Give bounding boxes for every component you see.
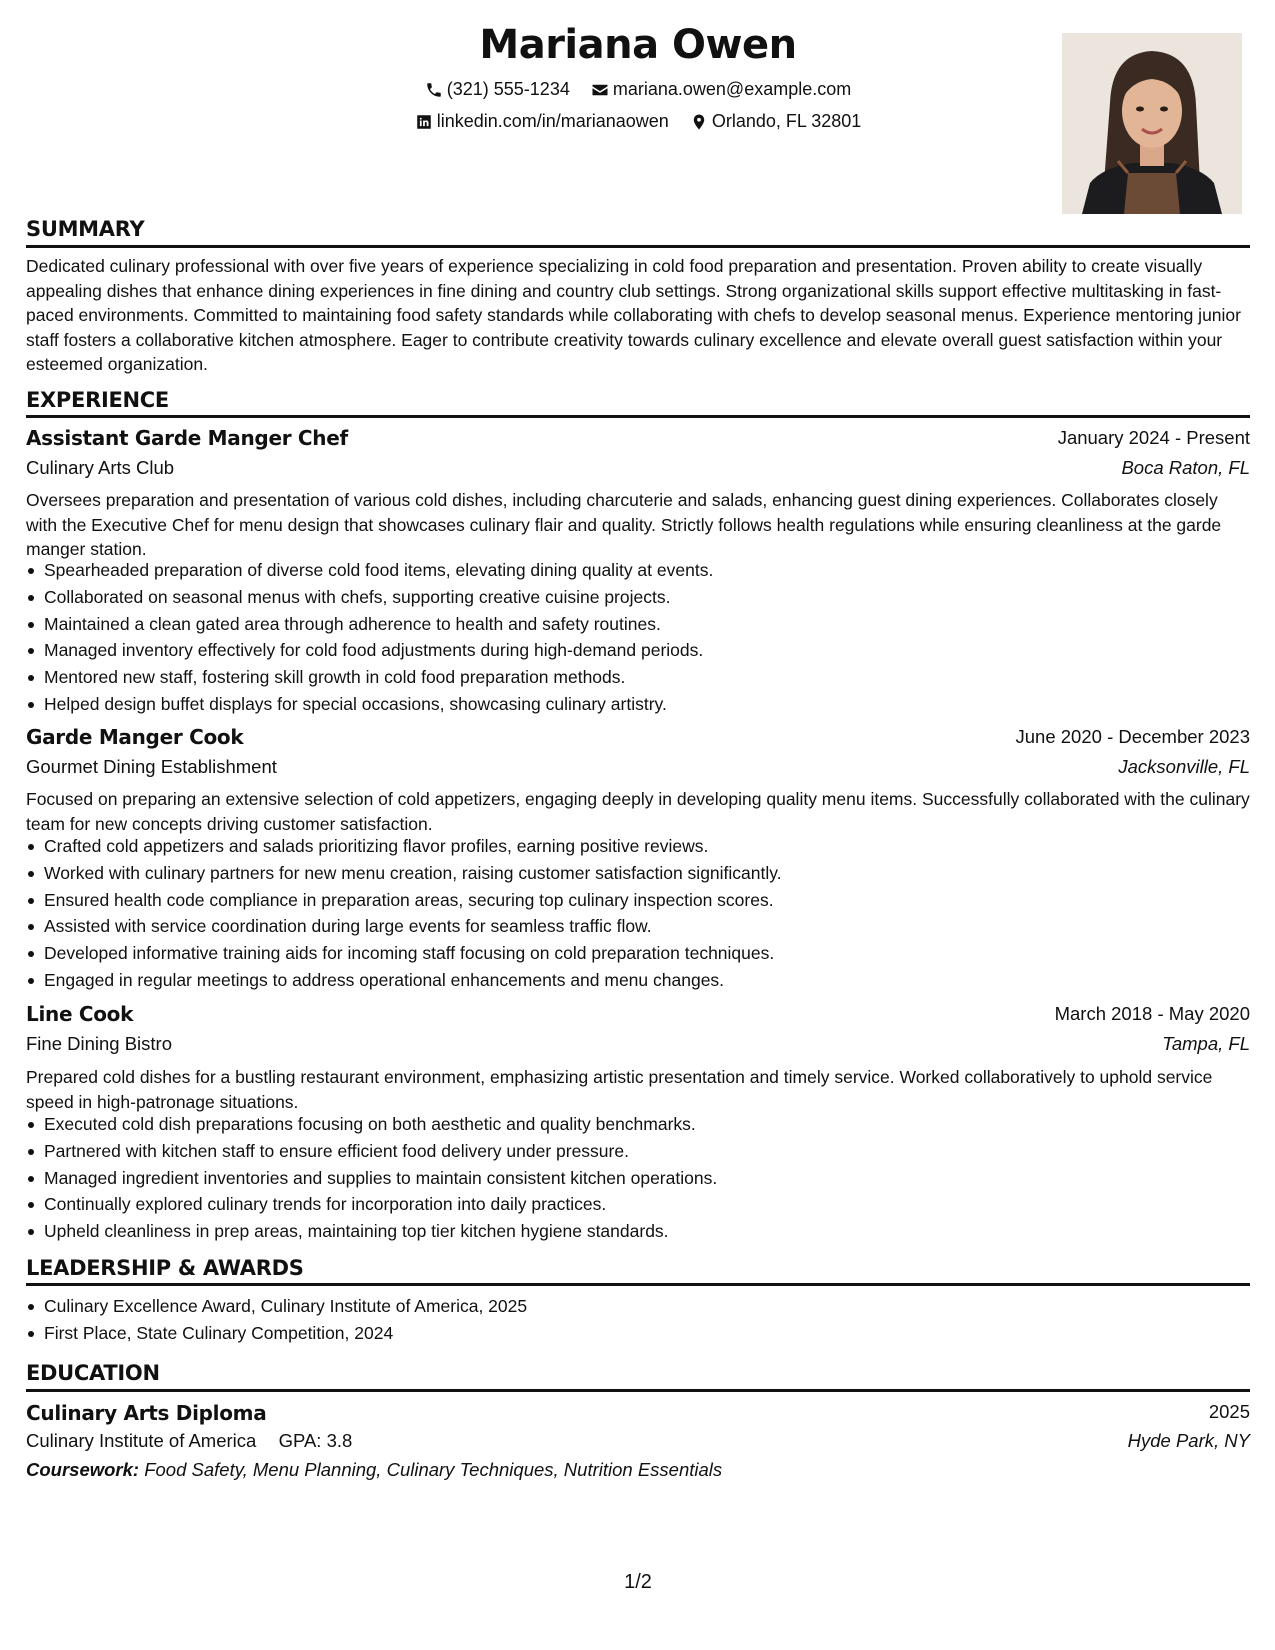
location-text: Orlando, FL 32801 bbox=[711, 111, 862, 131]
job-title: Line Cook bbox=[26, 1002, 134, 1026]
list-item: Crafted cold appetizers and salads prioritizing flavor profiles, earning positive reviews. bbox=[44, 833, 1268, 860]
section-title-summary: SUMMARY bbox=[26, 217, 145, 241]
list-item: Developed informative training aids for incoming staff focusing on cold preparation techniques. bbox=[44, 940, 1268, 967]
phone-icon bbox=[425, 81, 443, 99]
gpa-text: GPA: 3.8 bbox=[278, 1430, 353, 1451]
candidate-name: Mariana Owen bbox=[479, 22, 797, 68]
job-title: Assistant Garde Manger Chef bbox=[26, 426, 348, 450]
list-item: Culinary Excellence Award, Culinary Institute of America, 2025 bbox=[44, 1293, 1268, 1320]
list-item: Partnered with kitchen staff to ensure efficient food delivery under pressure. bbox=[44, 1138, 1268, 1165]
list-item: Upheld cleanliness in prep areas, maintaining top tier kitchen hygiene standards. bbox=[44, 1218, 1268, 1245]
contact-email[interactable] bbox=[591, 79, 851, 100]
job-company: Culinary Arts Club bbox=[26, 457, 175, 478]
job-bullets bbox=[26, 833, 1268, 994]
portrait-illustration bbox=[1062, 33, 1242, 214]
list-item: Engaged in regular meetings to address operational enhancements and menu changes. bbox=[44, 967, 1268, 994]
job-bullets bbox=[26, 1111, 1268, 1245]
contact-linkedin[interactable] bbox=[415, 111, 669, 132]
education-location: Hyde Park, NY bbox=[1127, 1430, 1250, 1451]
job-location: Jacksonville, FL bbox=[1118, 756, 1250, 777]
job-description: Prepared cold dishes for a bustling restaurant environment, emphasizing artistic presentation and timely service. Worked collaboratively to uphold service speed in high-patronage situations. bbox=[26, 1067, 1213, 1112]
contact-phone bbox=[425, 79, 570, 100]
section-divider bbox=[26, 1283, 1250, 1286]
list-item: Mentored new staff, fostering skill growth in cold food preparation methods. bbox=[44, 664, 1268, 691]
education-school-line bbox=[26, 1430, 352, 1452]
coursework-text: Food Safety, Menu Planning, Culinary Techniques, Nutrition Essentials bbox=[144, 1459, 723, 1480]
job-description: Oversees preparation and presentation of various cold dishes, including charcuterie and salads, enhancing guest dining experiences. Collaborates closely with the Executive Chef for menu design that showcases culinary flair and quality. Strictly follows health regulations while ensuring cleanliness at the garde manger station. bbox=[26, 490, 1222, 559]
linkedin-icon bbox=[415, 113, 433, 131]
list-item: Ensured health code compliance in preparation areas, securing top culinary inspection scores. bbox=[44, 887, 1268, 914]
linkedin-link[interactable]: linkedin.com/in/marianaowen bbox=[436, 111, 669, 131]
list-item: Maintained a clean gated area through adherence to health and safety routines. bbox=[44, 611, 1268, 638]
section-title-education: EDUCATION bbox=[26, 1361, 160, 1385]
coursework-line bbox=[26, 1459, 722, 1481]
page-number: 1/2 bbox=[624, 1571, 652, 1593]
list-item: Continually explored culinary trends for incorporation into daily practices. bbox=[44, 1191, 1268, 1218]
job-company: Fine Dining Bistro bbox=[26, 1033, 173, 1054]
degree-title: Culinary Arts Diploma bbox=[26, 1401, 267, 1425]
school-name: Culinary Institute of America bbox=[26, 1430, 257, 1451]
list-item: Spearheaded preparation of diverse cold food items, elevating dining quality at events. bbox=[44, 557, 1268, 584]
job-location: Tampa, FL bbox=[1162, 1033, 1250, 1054]
phone-text: (321) 555-1234 bbox=[446, 79, 570, 99]
list-item: Worked with culinary partners for new menu creation, raising customer satisfaction significantly. bbox=[44, 860, 1268, 887]
contact-location bbox=[690, 111, 861, 132]
section-title-awards: LEADERSHIP & AWARDS bbox=[26, 1256, 304, 1280]
job-company: Gourmet Dining Establishment bbox=[26, 756, 277, 777]
envelope-icon bbox=[591, 81, 609, 99]
list-item: Managed inventory effectively for cold food adjustments during high-demand periods. bbox=[44, 637, 1268, 664]
resume-header bbox=[26, 22, 1250, 212]
section-divider bbox=[26, 245, 1250, 248]
profile-photo bbox=[1062, 33, 1242, 214]
list-item: Collaborated on seasonal menus with chefs, supporting creative cuisine projects. bbox=[44, 584, 1268, 611]
job-title: Garde Manger Cook bbox=[26, 725, 244, 749]
job-dates: March 2018 - May 2020 bbox=[1054, 1003, 1250, 1024]
list-item: Managed ingredient inventories and supplies to maintain consistent kitchen operations. bbox=[44, 1165, 1268, 1192]
section-divider bbox=[26, 415, 1250, 418]
summary-text: Dedicated culinary professional with over five years of experience specializing in cold food preparation and presentation. Proven ability to create visually appealing dishes that enhance dining experiences in fine dining and country club settings. Strong organizational skills support effective multitasking in fast-paced environments. Committed to maintaining food safety standards while collaborating with chefs to develop seasonal menus. Experience mentoring junior staff fosters a collaborative kitchen atmosphere. Eager to contribute creativity towards culinary excellence and elevate overall guest satisfaction within your esteemed organization. bbox=[26, 256, 1241, 374]
job-bullets bbox=[26, 557, 1268, 718]
list-item: First Place, State Culinary Competition, 2024 bbox=[44, 1320, 1268, 1347]
education-year: 2025 bbox=[1208, 1401, 1250, 1422]
list-item: Helped design buffet displays for special occasions, showcasing culinary artistry. bbox=[44, 691, 1268, 718]
email-link[interactable]: mariana.owen@example.com bbox=[612, 79, 852, 99]
resume-page bbox=[26, 0, 1250, 1650]
section-title-experience: EXPERIENCE bbox=[26, 388, 169, 412]
list-item: Assisted with service coordination during large events for seamless traffic flow. bbox=[44, 913, 1268, 940]
map-pin-icon bbox=[690, 113, 708, 131]
awards-list bbox=[26, 1293, 1268, 1347]
section-divider bbox=[26, 1389, 1250, 1392]
job-location: Boca Raton, FL bbox=[1121, 457, 1250, 478]
job-description: Focused on preparing an extensive selection of cold appetizers, engaging deeply in developing quality menu items. Successfully collaborated with the culinary team for new concepts driving customer satisfaction. bbox=[26, 789, 1250, 834]
job-dates: June 2020 - December 2023 bbox=[1015, 726, 1250, 747]
list-item: Executed cold dish preparations focusing on both aesthetic and quality benchmarks. bbox=[44, 1111, 1268, 1138]
coursework-label: Coursework: bbox=[26, 1459, 140, 1480]
job-dates: January 2024 - Present bbox=[1057, 427, 1250, 448]
